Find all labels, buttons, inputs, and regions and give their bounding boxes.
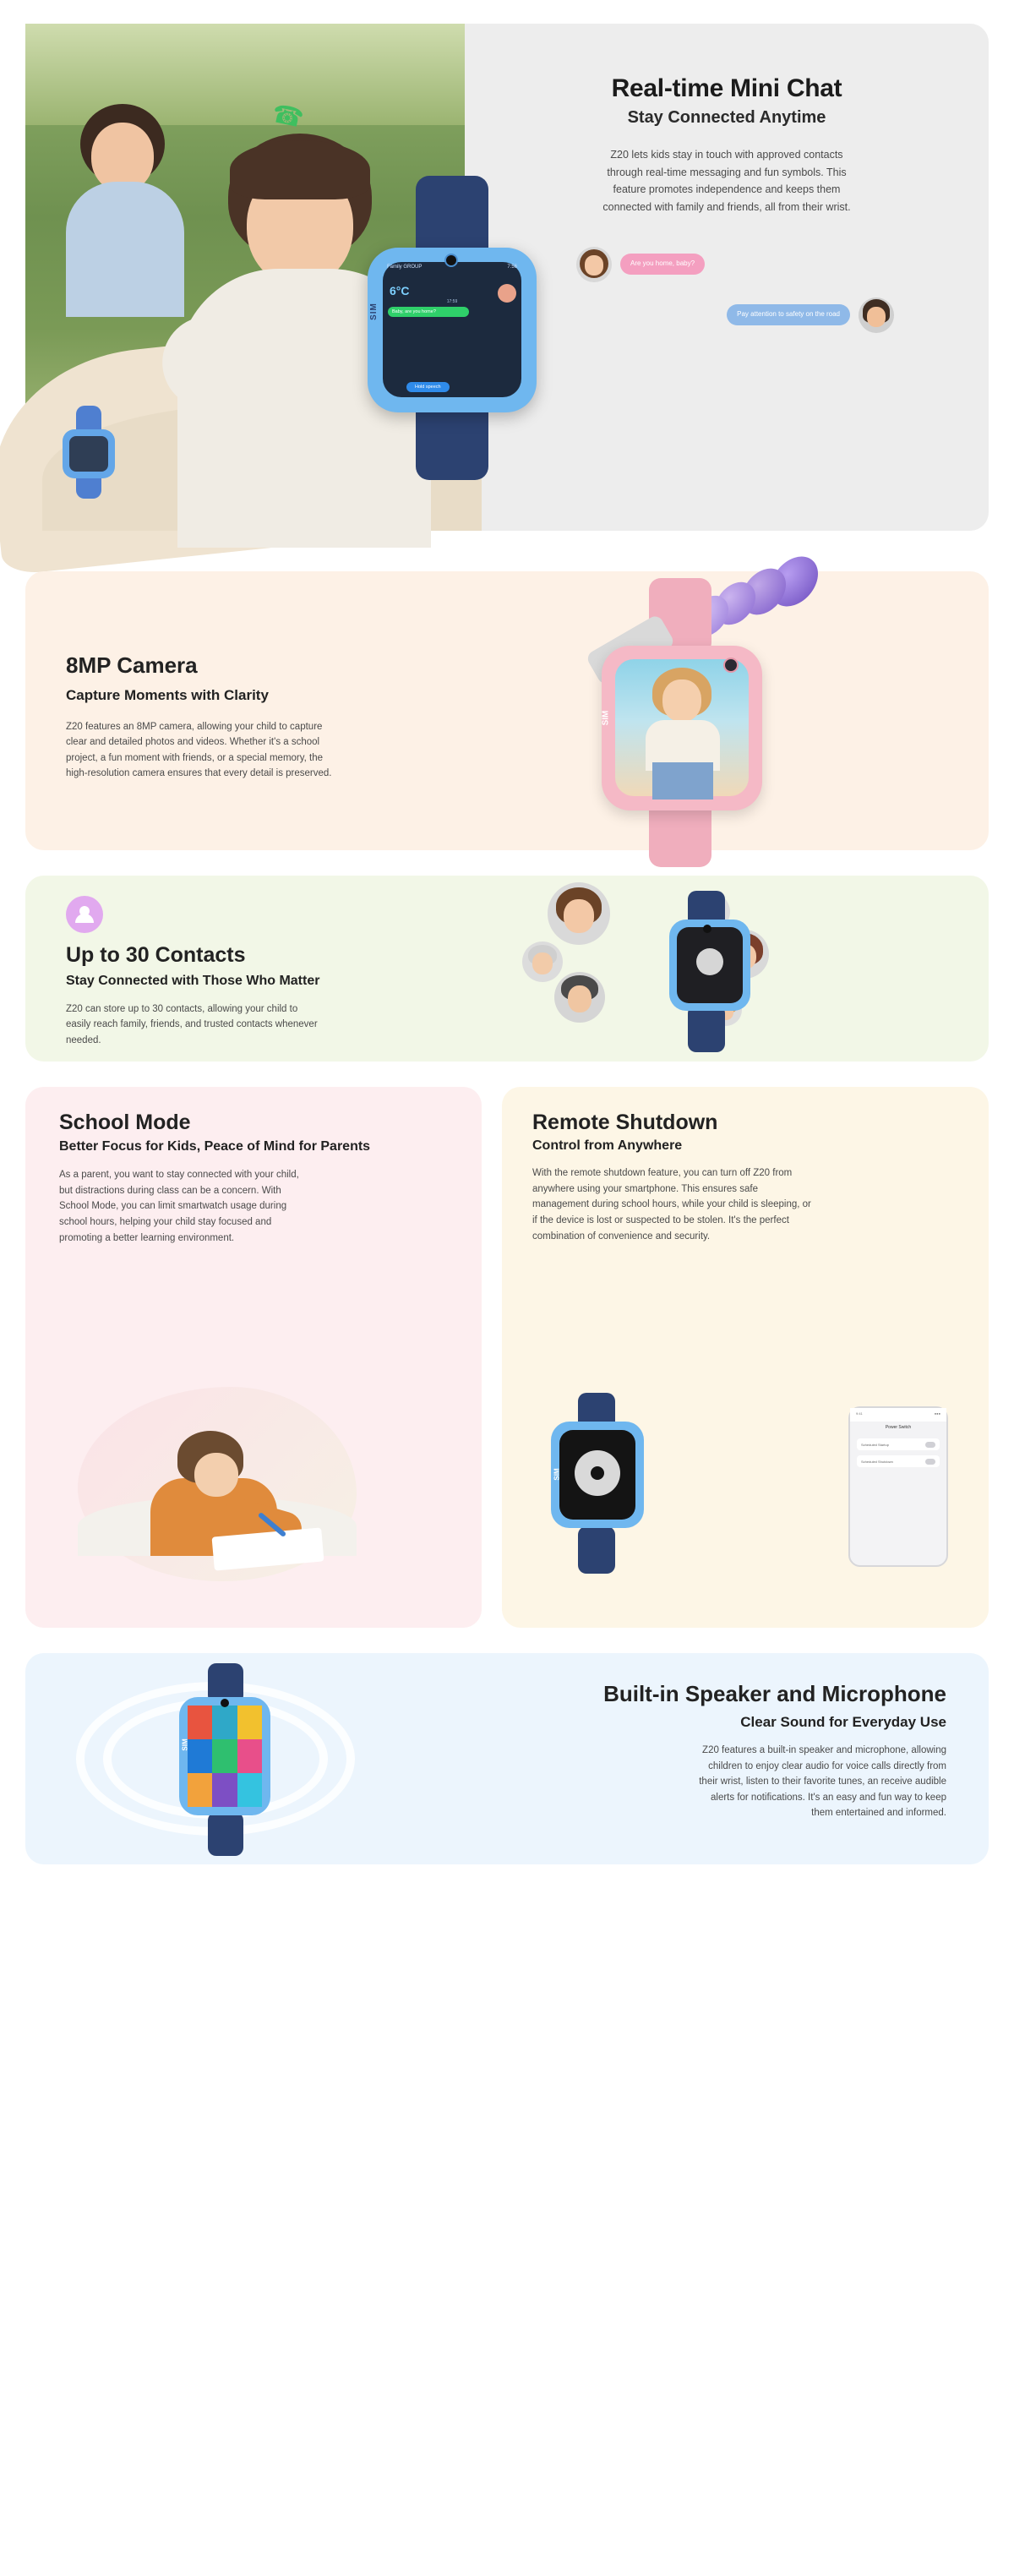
body-speaker: Z20 features a built-in speaker and microphone, allowing children to enjoy clear audio for voice calls directly from their wrist, listen to their favorite tunes, an receive audible alerts for notifications. It's an easy and fun way to keep them entertained and informed. — [699, 1744, 946, 1819]
product-watch-power — [541, 1400, 651, 1569]
section-speaker — [25, 1653, 989, 1864]
subtitle-mini-chat: Stay Connected Anytime — [627, 108, 826, 127]
list-item-label: Scheduled Shutdown — [861, 1459, 893, 1464]
phone-icon: ☎ — [269, 99, 307, 134]
avatar — [859, 297, 894, 333]
speaker-copy — [499, 1653, 989, 1864]
page-title-speaker: Built-in Speaker and Microphone — [603, 1681, 946, 1706]
watch-signal-time: 7:56 — [507, 265, 517, 270]
product-watch-pink — [558, 603, 794, 832]
subtitle-school-mode: Better Focus for Kids, Peace of Mind for Parents — [59, 1139, 371, 1154]
section-mini-chat — [25, 24, 989, 531]
avatar — [576, 247, 612, 282]
section-remote-shutdown — [502, 1087, 989, 1628]
watch-temperature: 6°C — [390, 284, 410, 297]
camera-lens-icon — [723, 658, 739, 673]
chat-demo — [509, 247, 945, 348]
subtitle-remote-shutdown: Control from Anywhere — [532, 1138, 683, 1153]
user-icon — [66, 896, 103, 933]
page-title-mini-chat: Real-time Mini Chat — [611, 74, 842, 102]
status-time: 9:41 — [856, 1411, 863, 1416]
contact-avatar — [522, 941, 563, 982]
watch-group-label: Family GROUP — [387, 265, 422, 270]
sim-label: SIM — [368, 303, 379, 320]
contacts-visual — [499, 876, 989, 1062]
status-icons: ●●● — [934, 1411, 940, 1416]
product-watch-blue-chat — [355, 176, 549, 480]
subtitle-speaker: Clear Sound for Everyday Use — [740, 1713, 946, 1730]
section-school-mode — [25, 1087, 482, 1628]
chat-row — [509, 247, 945, 282]
hold-speech-button[interactable]: Hold speech — [406, 382, 450, 392]
watch-screen-chat — [383, 262, 521, 397]
watch-screen-photo — [615, 659, 749, 796]
chat-bubble: Pay attention to safety on the road — [727, 304, 850, 325]
list-item-label: Scheduled Startup — [861, 1442, 889, 1447]
subtitle-camera: Capture Moments with Clarity — [66, 687, 269, 703]
sim-label: SIM — [601, 710, 611, 726]
page-title-remote-shutdown: Remote Shutdown — [532, 1111, 718, 1134]
sim-label: SIM — [553, 1468, 561, 1481]
watch-message-time: 17:59 — [446, 299, 458, 304]
body-mini-chat: Z20 lets kids stay in touch with approved contacts through real-time messaging and fun symbols. This feature promotes independence and keeps them connected with family and friends, all from their wrist. — [602, 149, 851, 213]
body-remote-shutdown: With the remote shutdown feature, you can turn off Z20 from anywhere using your smartphone. This ensures safe management during school hours, while your child is sleeping, or if the device is lost or suspected to be stolen. It's the perfect combination of convenience and security. — [532, 1168, 811, 1242]
body-school-mode: As a parent, you want to stay connected with your child, but distractions during class can be a concern. With School Mode, you can limit smartwatch usage during school hours, helping your child stay focused and promoting a better learning environment. — [59, 1170, 299, 1243]
section-camera — [25, 571, 989, 850]
chat-row — [509, 297, 945, 333]
body-contacts: Z20 can store up to 30 contacts, allowing your child to easily reach family, friends, and trusted contacts whenever needed. — [66, 1004, 318, 1045]
toggle-switch[interactable] — [925, 1459, 935, 1465]
product-watch-contacts — [649, 901, 759, 1040]
photo-child-studying — [78, 1387, 357, 1581]
section-contacts — [25, 876, 989, 1062]
speaker-visual — [25, 1653, 499, 1864]
chat-bubble: Are you home, baby? — [620, 254, 705, 274]
product-watch-speaker — [172, 1663, 274, 1856]
list-item[interactable] — [857, 1438, 940, 1450]
phone-app-mockup — [848, 1406, 948, 1567]
watch-contact-avatar — [498, 284, 516, 303]
watch-message-bubble: Baby, are you home? — [388, 307, 469, 317]
contacts-copy — [25, 876, 499, 1062]
contact-avatar — [548, 882, 610, 945]
watch-screen-apps — [188, 1706, 262, 1807]
list-item[interactable] — [857, 1455, 940, 1467]
page-title-contacts: Up to 30 Contacts — [66, 943, 246, 967]
camera-lens-icon — [221, 1699, 229, 1707]
camera-visual — [499, 571, 989, 850]
lifestyle-photo-picnic — [25, 24, 517, 531]
gear-icon — [580, 1455, 615, 1491]
app-screen-title: Power Switch — [885, 1425, 912, 1430]
contact-avatar — [554, 972, 605, 1023]
toggle-switch[interactable] — [925, 1442, 935, 1448]
page-title-school-mode: School Mode — [59, 1111, 191, 1134]
sim-label: SIM — [181, 1738, 189, 1751]
camera-lens-icon — [444, 254, 458, 267]
body-camera: Z20 features an 8MP camera, allowing your child to capture clear and detailed photos and videos. Whether it's a school project, a fun moment with friends, or a special memory, the high-resolution camera ensures that every detail is preserved. — [66, 722, 332, 779]
subtitle-contacts: Stay Connected with Those Who Matter — [66, 974, 320, 988]
camera-copy — [25, 571, 499, 850]
page-title-camera: 8MP Camera — [66, 652, 198, 678]
photo-child-wearing-watch — [59, 416, 118, 488]
camera-lens-icon — [703, 925, 711, 933]
